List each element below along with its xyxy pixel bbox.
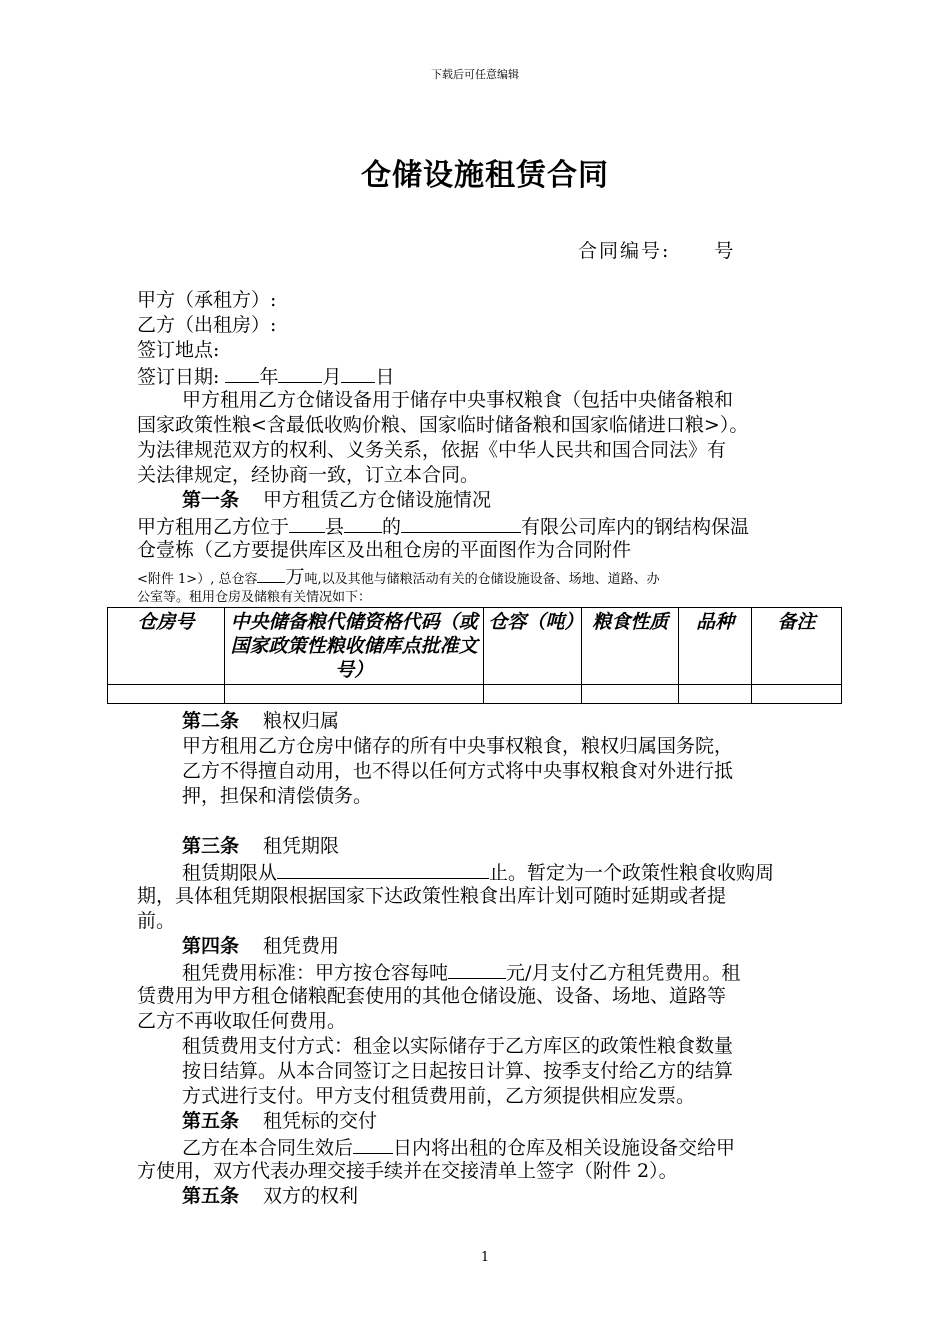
article-1-heading (182, 488, 491, 513)
article-title: 租凭期限 (263, 835, 340, 857)
text-fragment: 的 (382, 516, 402, 538)
article-number: 第五条 (182, 1185, 240, 1207)
table-cell (679, 685, 752, 704)
article-4-line: 租赁费用支付方式：租金以实际储存于乙方库区的政策性粮食数量 (182, 1035, 734, 1057)
article-1-line (137, 513, 749, 540)
contract-number-label: 合同编号: (578, 240, 671, 262)
article-2-line: 甲方租用乙方仓房中储存的所有中央事权粮食，粮权归属国务院， (182, 735, 734, 757)
month-label: 月 (322, 366, 342, 388)
table-cell (752, 685, 842, 704)
article-1-line: 仓壹栋（乙方要提供库区及出租仓房的平面图作为合同附件 (137, 539, 632, 561)
article-5-heading (182, 1109, 377, 1134)
column-header: 仓房号 (108, 608, 225, 685)
text-fragment: 乙方在本合同生效后 (182, 1137, 354, 1159)
table-header-row (108, 608, 842, 685)
article-title: 甲方租赁乙方仓储设施情况 (263, 489, 492, 511)
sign-place: 签订地点: (137, 339, 220, 361)
article-3-line: 期，具体租凭期限根据国家下达政策性粮食出库计划可随时延期或者提 (137, 885, 727, 907)
party-a: 甲方（承租方）: (137, 289, 277, 311)
article-5-line (182, 1134, 735, 1161)
article-3-heading (182, 834, 339, 859)
intro-line: 国家政策性粮<含最低收购价粮、国家临时储备粮和国家临储进口粮>）。 (137, 414, 749, 436)
article-4-line (182, 959, 740, 986)
text-fragment: 租赁期限从 (182, 862, 278, 884)
table-cell (484, 685, 582, 704)
column-header: 粮食性质 (582, 608, 679, 685)
party-b: 乙方（出租房）: (137, 314, 277, 336)
storage-table (107, 607, 842, 704)
sign-date-label: 签订日期: (137, 366, 220, 388)
article-number: 第五条 (182, 1110, 240, 1132)
column-header: 仓容（吨） (484, 608, 582, 685)
article-5-line: 方使用，双方代表办理交接手续并在交接清单上签字（附件 2）。 (137, 1160, 678, 1182)
column-header: 品种 (679, 608, 752, 685)
article-number: 第二条 (182, 710, 240, 732)
text-fragment: 元/月支付乙方租凭费用。租 (506, 962, 741, 984)
article-2-heading (182, 709, 339, 734)
table-row (108, 685, 842, 704)
contract-number (578, 236, 735, 263)
text-fragment: 租凭费用标准：甲方按仓容每吨 (182, 962, 449, 984)
text-fragment: <附件 1>）, 总仓容 (137, 572, 258, 587)
year-label: 年 (259, 366, 279, 388)
text-fragment: 有限公司库内的钢结构保温 (521, 516, 750, 538)
article-3-line (182, 859, 774, 886)
article-number: 第三条 (182, 835, 240, 857)
text-fragment: 甲方租用乙方位于 (137, 516, 290, 538)
text-fragment: 止。暂定为一个政策性粮食收购周 (489, 862, 775, 884)
table-cell (582, 685, 679, 704)
article-3-line: 前。 (137, 910, 176, 932)
article-1-line: 公室等。租用仓房及储粮有关情况如下： (137, 590, 372, 605)
article-2-line: 押，担保和清偿债务。 (182, 785, 373, 807)
table-cell (108, 685, 225, 704)
intro-line: 为法律规范双方的权利、义务关系，依据《中华人民共和国合同法》有 (137, 439, 727, 461)
text-fragment: 县 (325, 516, 345, 538)
page-header: 下载后可任意编辑 (431, 68, 519, 81)
contract-number-suffix: 号 (714, 240, 736, 262)
column-header: 备注 (752, 608, 842, 685)
article-number: 第四条 (182, 935, 240, 957)
article-4-heading (182, 934, 339, 959)
article-4-line: 按日结算。从本合同签订之日起按日计算、按季支付给乙方的结算 (182, 1060, 734, 1082)
article-title: 租凭费用 (263, 935, 340, 957)
day-label: 日 (375, 366, 395, 388)
article-title: 粮权归属 (263, 710, 340, 732)
article-title: 双方的权利 (263, 1185, 359, 1207)
article-4-line: 乙方不再收取任何费用。 (137, 1010, 347, 1032)
page-number: 1 (480, 1250, 490, 1265)
sign-date (137, 363, 395, 390)
intro-line: 甲方租用乙方仓储设备用于储存中央事权粮食（包括中央储备粮和 (182, 389, 734, 411)
intro-line: 关法律规定，经协商一致，订立本合同。 (137, 464, 480, 486)
text-fragment: 日内将出租的仓库及相关设施设备交给甲 (393, 1137, 736, 1159)
column-header: 中央储备粮代储资格代码（或国家政策性粮收储库点批准文号） (224, 608, 484, 685)
text-fragment: 万 (285, 566, 305, 588)
table-cell (224, 685, 484, 704)
article-2-line: 乙方不得擅自动用，也不得以任何方式将中央事权粮食对外进行抵 (182, 760, 734, 782)
article-number: 第一条 (182, 489, 240, 511)
page-title: 仓储设施租赁合同 (361, 158, 609, 193)
text-fragment: 吨,以及其他与储粮活动有关的仓储设施设备、场地、道路、办 (304, 572, 660, 587)
article-6-heading (182, 1184, 358, 1209)
article-title: 租凭标的交付 (263, 1110, 378, 1132)
article-4-line: 方式进行支付。甲方支付租赁费用前，乙方须提供相应发票。 (182, 1085, 696, 1107)
article-4-line: 赁费用为甲方租仓储粮配套使用的其他仓储设施、设备、场地、道路等 (137, 985, 727, 1007)
